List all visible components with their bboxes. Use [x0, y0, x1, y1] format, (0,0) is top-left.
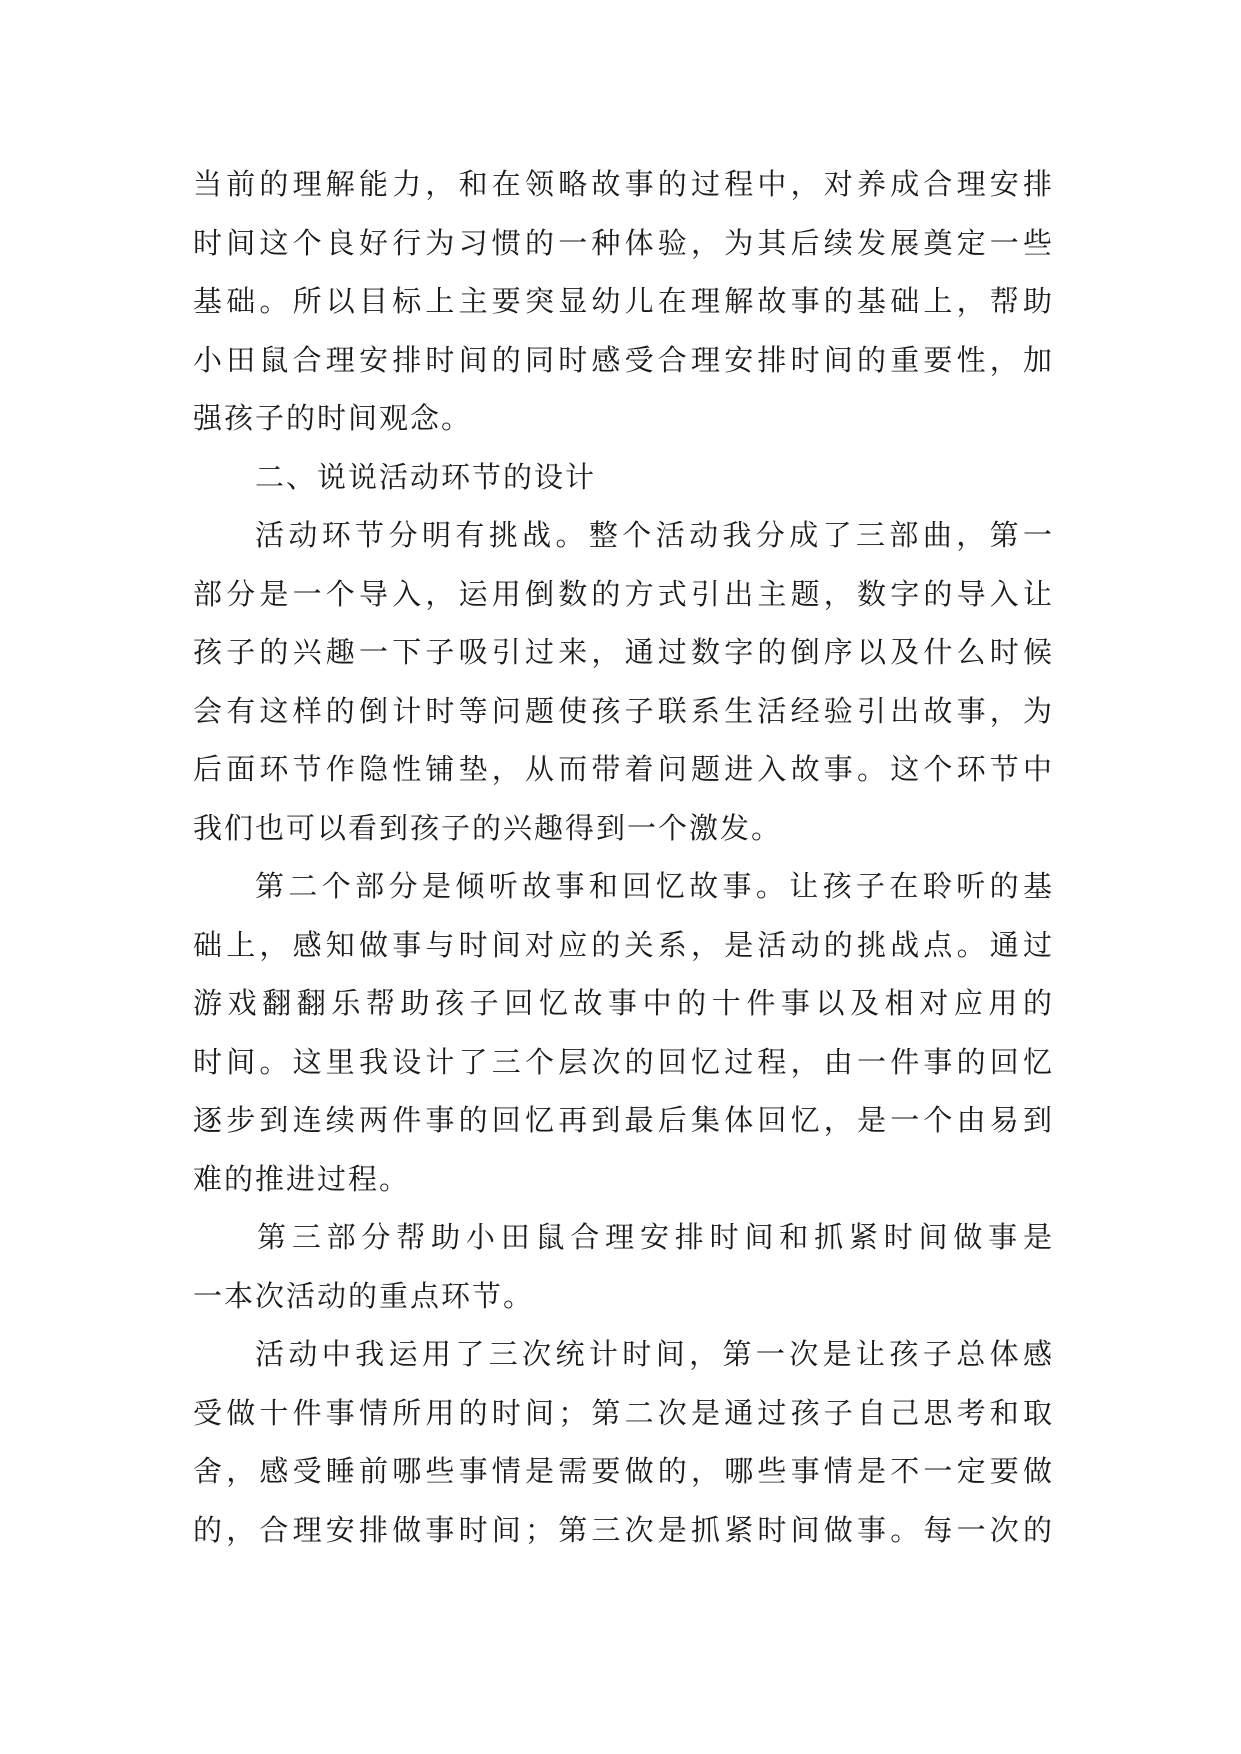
- text-line: 基础。所以目标上主要突显幼儿在理解故事的基础上，帮助: [193, 284, 1054, 318]
- text-line: 难的推进过程。: [193, 1161, 411, 1196]
- text-line: 后面环节作隐性铺垫，从而带着问题进入故事。这个环节中: [193, 752, 1054, 786]
- section-heading-text: 二、说说活动环节的设计: [255, 459, 597, 494]
- text-line: 舍，感受睡前哪些事情是需要做的，哪些事情是不一定要做: [193, 1454, 1054, 1488]
- text-line: 部分是一个导入，运用倒数的方式引出主题，数字的导入让: [193, 576, 1054, 611]
- text-line: 活动中我运用了三次统计时间，第一次是让孩子总体感: [255, 1337, 1054, 1371]
- text-line: 受做十件事情所用的时间；第二次是通过孩子自己思考和取: [193, 1395, 1054, 1430]
- text-line: 当前的理解能力，和在领略故事的过程中，对养成合理安排: [193, 167, 1054, 201]
- text-line: 础上，感知做事与时间对应的关系，是活动的挑战点。通过: [193, 927, 1054, 962]
- text-line: 逐步到连续两件事的回忆再到最后集体回忆，是一个由易到: [193, 1103, 1054, 1137]
- text-line: 游戏翻翻乐帮助孩子回忆故事中的十件事以及相对应用的: [193, 986, 1054, 1020]
- paragraph-activity-steps: [193, 506, 1054, 857]
- text-line: 强孩子的时间观念。: [193, 401, 473, 435]
- text-line: 第二个部分是倾听故事和回忆故事。让孩子在聆听的基: [255, 869, 1054, 903]
- text-line: 第三部分帮助小田鼠合理安排时间和抓紧时间做事是: [257, 1220, 1054, 1254]
- paragraph-part-two: [193, 857, 1054, 1208]
- text-line: 活动环节分明有挑战。整个活动我分成了三部曲，第一: [255, 518, 1054, 552]
- text-line: 时间。这里我设计了三个层次的回忆过程，由一件事的回忆: [193, 1044, 1054, 1079]
- section-heading: [193, 448, 1054, 507]
- text-line: 小田鼠合理安排时间的同时感受合理安排时间的重要性，加: [193, 342, 1054, 377]
- text-line: 的，合理安排做事时间；第三次是抓紧时间做事。每一次的: [193, 1512, 1054, 1547]
- text-line: 孩子的兴趣一下子吸引过来，通过数字的倒序以及什么时候: [193, 635, 1054, 669]
- body-text: [193, 155, 1054, 1559]
- paragraph-time-statistics: [193, 1325, 1054, 1559]
- text-line: 我们也可以看到孩子的兴趣得到一个激发。: [193, 810, 783, 845]
- paragraph-understanding: [193, 155, 1054, 448]
- paragraph-part-three: [193, 1208, 1054, 1325]
- text-line: 会有这样的倒计时等问题使孩子联系生活经验引出故事，为: [193, 693, 1054, 728]
- text-line: 时间这个良好行为习惯的一种体验，为其后续发展奠定一些: [193, 225, 1054, 260]
- text-line: 一本次活动的重点环节。: [193, 1278, 535, 1313]
